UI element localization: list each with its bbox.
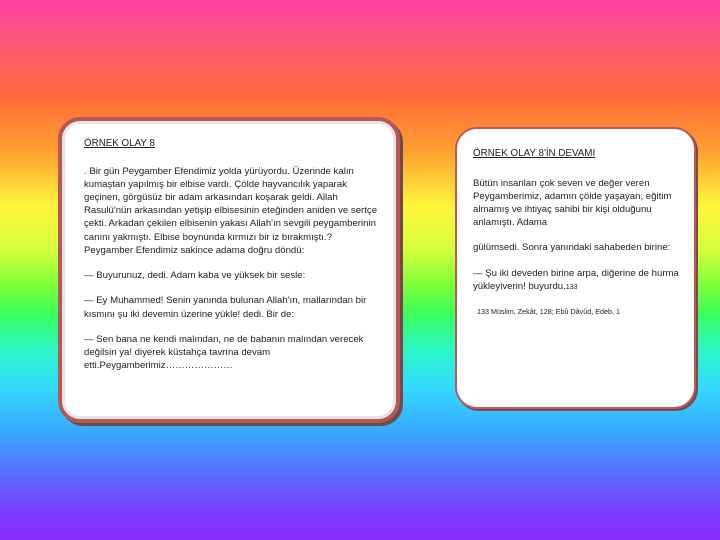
- footnote: 133 Müslim, Zekât, 128; Ebû Dâvûd, Edeb, 1: [477, 307, 621, 317]
- left-story-card: [58, 117, 400, 423]
- left-card-title: ÖRNEK OLAY 8: [84, 138, 155, 149]
- right-paragraph-2: gülümsedi. Sonra yanındaki sahabeden birine:: [473, 242, 671, 254]
- right-paragraph-1: Bütün insanları çok seven ve değer veren Peygamberimiz, adamın çölde yaşayan, eğitim almamış ve ihtiyaç sahibi bir kişi olduğunu anlamıştı. Adama: [473, 177, 672, 229]
- right-card-title: ÖRNEK OLAY 8'İN DEVAMI: [473, 148, 596, 159]
- left-paragraph-2: — Buyurunuz, dedi. Adam kaba ve yüksek bir sesle:: [84, 270, 306, 282]
- left-paragraph-1: . Bir gün Peygamber Efendimiz yolda yürüyordu. Üzerinde kalın kumaştan yapılmış bir elbise vardı. Çölde hayvancılık yaparak geçinen, görgüsüz bir adam arkasından koşarak geldi. Allah Rasulü'nün arkasından yetişip elbisesinin eteğinden aniden ve sertçe çekti. Arkadan çekilen elbisenin yakası Allah'ın sevgili peygamberinin canını yakmıştı. Elbise boynunda kırmızı bir iz bırakmıştı.? Peygamber Efendimiz sakince adama doğru döndü:: [84, 165, 378, 256]
- footnote-ref: 133: [565, 283, 578, 291]
- right-story-card: [455, 127, 696, 409]
- left-paragraph-3: — Ey Muhammed! Senin yanında bulunan Allah'ın, mallarından bir kısmını şu iki devemin üzerine yükle! dedi. Bir de:: [84, 295, 367, 320]
- right-quote-text: — Şu iki deveden birine arpa, diğerine de hurma yükleyiverin! buyurdu.: [473, 267, 679, 292]
- right-quote: [473, 267, 682, 293]
- left-paragraph-4: — Sen bana ne kendi malından, ne de babanın malından verecek değilsin ya! diyerek küstahça tavrına devam etti.Peygamberimiz…………………: [84, 333, 364, 372]
